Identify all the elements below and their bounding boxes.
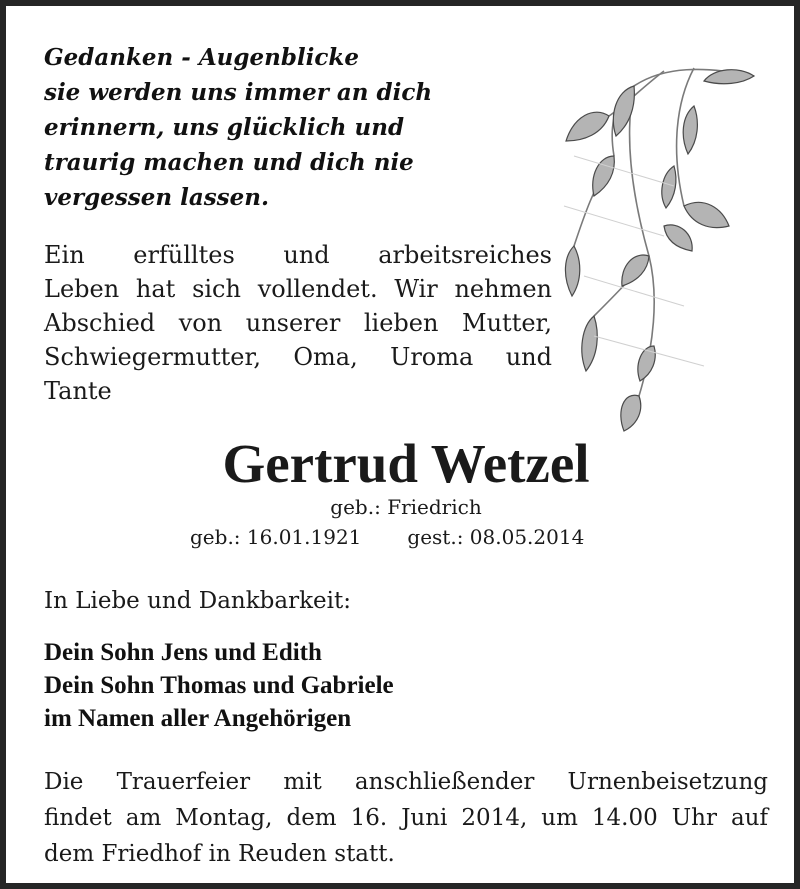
closing-phrase: In Liebe und Dankbarkeit:	[44, 588, 351, 614]
family-signatures	[44, 636, 394, 735]
poem-line: traurig machen und dich nie	[44, 149, 414, 176]
funeral-line: dem Friedhof in Reuden statt.	[44, 841, 395, 867]
deceased-name: Gertrud Wetzel	[222, 433, 590, 494]
funeral-line: Die Trauerfeier mit anschließender Urnenbeisetzung	[44, 769, 768, 795]
intro-text	[44, 238, 552, 408]
birth-date: geb.: 16.01.1921	[190, 525, 362, 549]
memorial-poem	[44, 40, 484, 215]
poem-line: vergessen lassen.	[44, 184, 269, 211]
death-date: gest.: 08.05.2014	[407, 525, 585, 549]
funeral-info	[44, 764, 768, 872]
intro-line: Abschied von unserer lieben Mutter,	[44, 309, 552, 337]
family-line: im Namen aller Angehörigen	[44, 705, 352, 732]
maiden-name: geb.: Friedrich	[330, 495, 482, 519]
funeral-line: findet am Montag, dem 16. Juni 2014, um 14.00 Uhr auf	[44, 805, 768, 831]
intro-line: Schwiegermutter, Oma, Uroma und	[44, 343, 552, 371]
poem-line: Gedanken - Augenblicke	[44, 44, 359, 71]
intro-line: Ein erfülltes und arbeitsreiches	[44, 241, 552, 269]
intro-line: Tante	[44, 377, 112, 405]
birch-leaves-icon	[554, 46, 766, 436]
life-dates	[190, 524, 630, 550]
family-line: Dein Sohn Jens und Edith	[44, 639, 322, 666]
intro-line: Leben hat sich vollendet. Wir nehmen	[44, 275, 552, 303]
poem-line: erinnern, uns glücklich und	[44, 114, 405, 141]
family-line: Dein Sohn Thomas und Gabriele	[44, 672, 394, 699]
poem-line: sie werden uns immer an dich	[44, 79, 433, 106]
